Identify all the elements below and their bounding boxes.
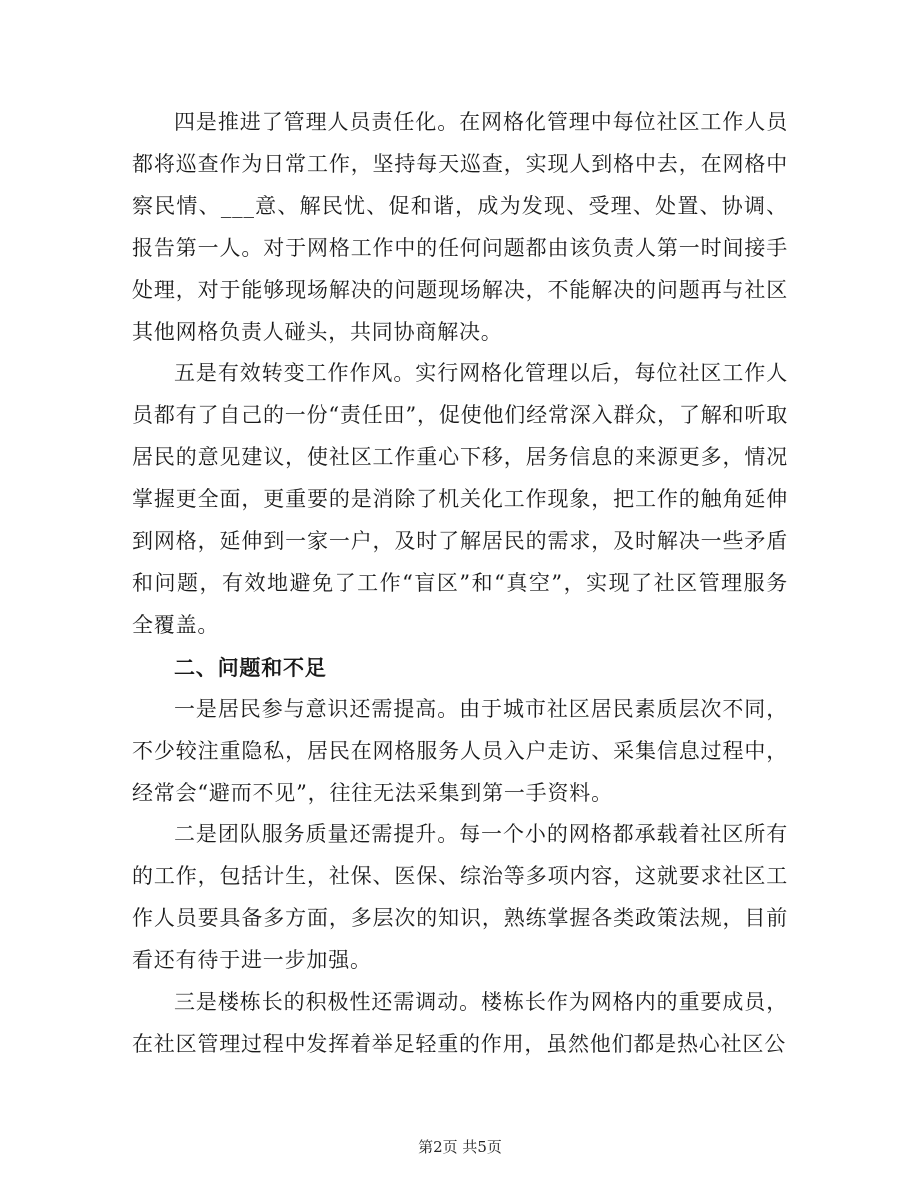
paragraph-work-style: 五是有效转变工作作风。实行网格化管理以后，每位社区工作人员都有了自己的一份“责任田”，促使他们经常深入群众，了解和听取居民的意见建议，使社区工作重心下移，居务信息的来源更多，情况掌握更全面，更重要的是消除了机关化工作现象，把工作的触角延伸到网格，延伸到一家一户，及时了解居民的需求，及时解决一些矛盾和问题，有效地避免了工作“盲区”和“真空”，实现了社区管理服务全覆盖。: [132, 361, 788, 637]
paragraph-team-quality: 二是团队服务质量还需提升。每一个小的网格都承载着社区所有的工作，包括计生，社保、医保、综治等多项内容，这就要求社区工作人员要具备多方面，多层次的知识，熟练掌握各类政策法规，目前看还有待于进一步加强。: [132, 822, 788, 973]
paragraph-resident-participation: 一是居民参与意识还需提高。由于城市社区居民素质层次不同，不少较注重隐私，居民在网格服务人员入户走访、采集信息过程中，经常会“避而不见”，往往无法采集到第一手资料。: [132, 696, 788, 805]
document-body: [132, 102, 788, 1066]
page-number-footer: 第2页 共5页: [418, 1138, 502, 1156]
section-heading-problems: 二、问题和不足: [174, 654, 327, 680]
paragraph-building-leaders: 三是楼栋长的积极性还需调动。楼栋长作为网格内的重要成员，在社区管理过程中发挥着举足轻重的作用，虽然他们都是热心社区公: [132, 990, 788, 1056]
paragraph-gridded-responsibility: 四是推进了管理人员责任化。在网格化管理中每位社区工作人员都将巡查作为日常工作，坚持每天巡查，实现人到格中去，在网格中察民情、___意、解民忧、促和谐，成为发现、受理、处置、协调、报告第一人。对于网格工作中的任何问题都由该负责人第一时间接手处理，对于能够现场解决的问题现场解决，不能解决的问题再与社区其他网格负责人碰头，共同协商解决。: [132, 110, 788, 344]
